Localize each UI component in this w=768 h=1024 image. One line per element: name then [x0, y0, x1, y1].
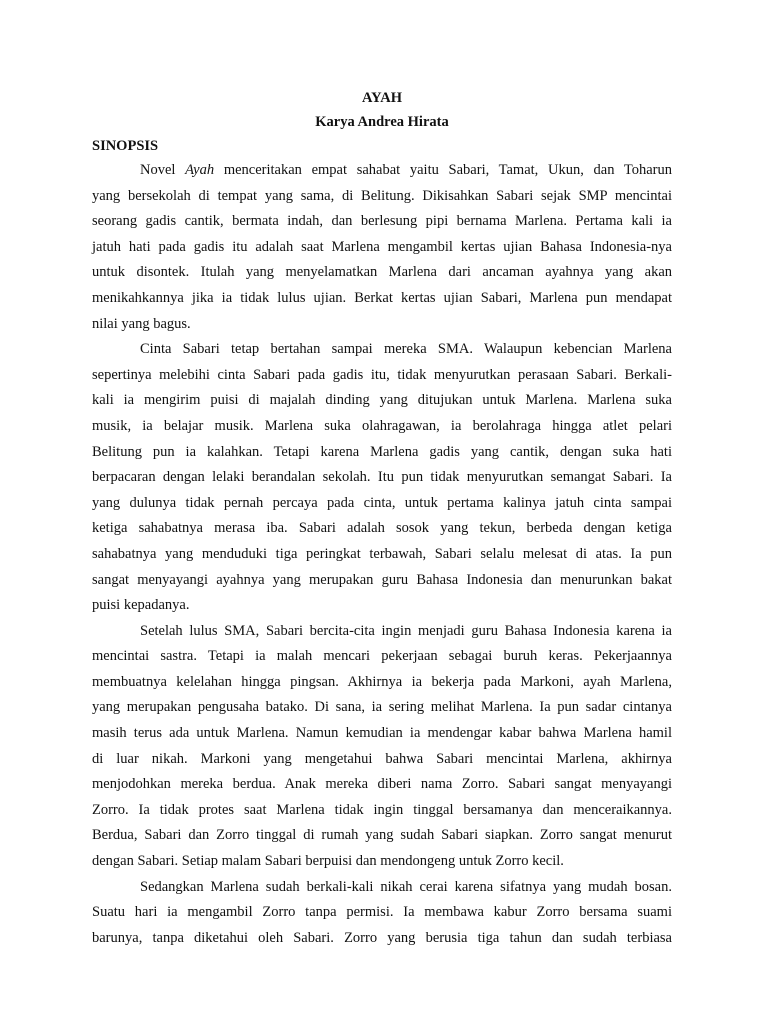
text-line: Setelah lulus SMA, Sabari bercita-cita ingin menjadi guru Bahasa Indonesia karena ia — [140, 622, 672, 639]
text-line: Belitung pun ia kalahkan. Tetapi karena Marlena gadis yang cantik, dengan suka hati — [92, 443, 672, 460]
text-line: yang bersekolah di tempat yang sama, di Belitung. Dikisahkan Sabari sejak SMP mencintai — [92, 187, 672, 204]
text-line: masih terus ada untuk Marlena. Namun kemudian ia mendengar kabar bahwa Marlena hamil — [92, 725, 672, 742]
text-fragment: menceritakan empat sahabat yaitu Sabari, Tamat, Ukun, dan Toharun — [214, 162, 672, 178]
text-line: jatuh hati pada gadis itu adalah saat Marlena mengambil kertas ujian Bahasa Indonesia-nya — [92, 238, 672, 255]
text-line: Cinta Sabari tetap bertahan sampai mereka SMA. Walaupun kebencian Marlena — [140, 341, 672, 358]
paragraph — [92, 619, 672, 875]
book-title-emphasis: Ayah — [185, 162, 215, 178]
text-line: sahabatnya yang menduduki tiga peringkat terbawah, Sabari selalu melesat di atas. Ia pun — [92, 545, 672, 562]
paragraph — [92, 158, 672, 337]
paragraph — [92, 337, 672, 619]
text-line: barunya, tanpa diketahui oleh Sabari. Zorro yang berusia tiga tahun dan sudah terbiasa — [92, 929, 672, 946]
text-line: sepertinya melebihi cinta Sabari pada gadis itu, tidak menyurutkan perasaan Sabari. Berkali- — [92, 366, 672, 383]
text-line: musik, ia belajar musik. Marlena suka olahragawan, ia berolahraga hingga atlet pelari — [92, 417, 672, 434]
text-line: menjodohkan mereka berdua. Anak mereka diberi nama Zorro. Sabari sangat menyayangi — [92, 776, 672, 793]
text-line: Suatu hari ia mengambil Zorro tanpa permisi. Ia membawa kabur Zorro bersama suami — [92, 904, 672, 921]
text-line: kali ia mengirim puisi di majalah dinding yang ditujukan untuk Marlena. Marlena suka — [92, 392, 672, 409]
text-line: ketiga sahabatnya merasa iba. Sabari adalah sosok yang tekun, berbeda dengan ketiga — [92, 520, 672, 537]
text-line — [92, 158, 672, 184]
text-line: di luar nikah. Markoni yang mengetahui bahwa Sabari mencintai Marlena, akhirnya — [92, 750, 672, 767]
text-line: yang dulunya tidak pernah percaya pada cinta, untuk pertama kalinya jatuh cinta sampai — [92, 494, 672, 511]
paragraph — [92, 875, 672, 952]
text-line: membuatnya kelelahan hingga pingsan. Akhirnya ia bekerja pada Markoni, ayah Marlena, — [92, 673, 672, 690]
document-author: Karya Andrea Hirata — [315, 114, 449, 130]
document-title: AYAH — [361, 90, 403, 106]
text-line: Berdua, Sabari dan Zorro tinggal di rumah yang sudah Sabari siapkan. Zorro sangat menurut — [92, 827, 672, 844]
text-line: puisi kepadanya. — [92, 597, 190, 614]
text-line: yang merupakan pengusaha batako. Di sana, ia sering melihat Marlena. Ia pun sadar cintanya — [92, 699, 672, 716]
document-body — [92, 86, 672, 951]
text-line: Zorro. Ia tidak protes saat Marlena tidak ingin tinggal bersamanya dan menceraikannya. — [92, 801, 672, 818]
text-line: Sedangkan Marlena sudah berkali-kali nikah cerai karena sifatnya yang mudah bosan. — [140, 878, 672, 895]
text-line: nilai yang bagus. — [92, 315, 191, 332]
text-line: dengan Sabari. Setiap malam Sabari berpuisi dan mendongeng untuk Zorro kecil. — [92, 853, 564, 870]
section-heading: SINOPSIS — [92, 138, 159, 154]
text-line: menikahkannya jika ia tidak lulus ujian. Berkat kertas ujian Sabari, Marlena pun mendapat — [92, 289, 672, 306]
text-line: berpacaran dengan lelaki berandalan sekolah. Itu pun tidak menyurutkan semangat Sabari. Ia — [92, 469, 672, 486]
text-fragment: Novel — [140, 162, 186, 178]
text-line: sangat menyayangi ayahnya yang merupakan guru Bahasa Indonesia dan menurunkan bakat — [92, 571, 672, 588]
text-line: untuk disontek. Itulah yang menyelamatkan Marlena dari ancaman ayahnya yang akan — [92, 264, 672, 281]
text-line: mencintai sastra. Tetapi ia malah mencari pekerjaan sebagai buruh keras. Pekerjaannya — [92, 648, 672, 665]
text-line: seorang gadis cantik, bermata indah, dan berlesung pipi bernama Marlena. Pertama kali ia — [92, 213, 672, 230]
